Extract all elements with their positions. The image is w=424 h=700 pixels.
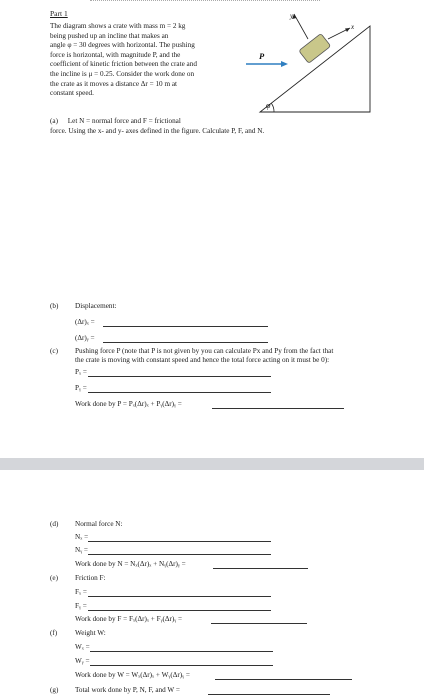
question-a-text2: force. Using the x- and y- axes defined in the figure. Calculate P, F, and N. xyxy=(50,126,265,135)
intro-line: angle φ = 30 degrees with horizontal. The pushing xyxy=(50,41,195,50)
x-axis-label: x xyxy=(351,23,355,31)
intro-line: force is horizontal, with magnitude P, and the xyxy=(50,50,181,59)
answer-line[interactable] xyxy=(88,610,271,611)
intro-line: constant speed. xyxy=(50,89,94,98)
wx-label: Wₓ = xyxy=(75,643,90,651)
question-a xyxy=(50,117,380,136)
question-f-label: (f) xyxy=(50,629,58,637)
question-c-label: (c) xyxy=(50,347,58,355)
answer-line[interactable] xyxy=(212,408,344,409)
answer-line[interactable] xyxy=(103,326,268,327)
py-label: Pᵧ = xyxy=(75,384,87,392)
ny-label: Nᵧ = xyxy=(75,546,88,554)
question-f-title: Weight W: xyxy=(75,629,106,637)
answer-line[interactable] xyxy=(88,376,271,377)
crate xyxy=(299,34,331,64)
wy-label: Wᵧ = xyxy=(75,657,90,665)
incline-diagram xyxy=(232,4,372,116)
work-n-label: Work done by N = Nₓ(Δr)ₓ + Nᵧ(Δr)ᵧ = xyxy=(75,560,186,568)
question-a-row1 xyxy=(50,117,380,127)
intro-line: the incline is μ = 0.25. Consider the work done on xyxy=(50,69,195,78)
work-w-label: Work done by W = Wₓ(Δr)ₓ + Wᵧ(Δr)ᵧ = xyxy=(75,671,190,679)
page-separator xyxy=(0,458,424,470)
intro-line: being pushed up an incline that makes an xyxy=(50,31,169,40)
answer-line[interactable] xyxy=(103,342,268,343)
y-axis-label: y xyxy=(290,12,294,20)
work-f-label: Work done by F = Fₓ(Δr)ₓ + Fᵧ(Δr)ᵧ = xyxy=(75,615,183,623)
answer-line[interactable] xyxy=(88,596,271,597)
intro-line: coefficient of kinetic friction between the crate and xyxy=(50,60,197,69)
p-label: P xyxy=(259,51,265,61)
question-g-label: (g) xyxy=(50,686,59,694)
answer-line[interactable] xyxy=(213,568,308,569)
question-e-label: (e) xyxy=(50,574,58,582)
nx-label: Nₓ = xyxy=(75,533,89,541)
answer-line[interactable] xyxy=(90,665,273,666)
intro-line: the crate as it moves a distance Δr = 10 m at xyxy=(50,79,178,88)
angle-arc xyxy=(272,104,275,113)
answer-line[interactable] xyxy=(88,541,271,542)
fx-label: Fₓ = xyxy=(75,588,87,596)
answer-line[interactable] xyxy=(211,623,307,624)
question-b-label: (b) xyxy=(50,302,59,310)
work-p-label: Work done by P = Pₓ(Δr)ₓ + Pᵧ(Δr)ᵧ = xyxy=(75,400,182,408)
question-c-text2: the crate is moving with constant speed and hence the total force acting on it must be 0): xyxy=(75,356,330,364)
top-cutoff-line xyxy=(90,0,320,3)
intro-line: The diagram shows a crate with mass m = 2 kg xyxy=(50,22,186,30)
answer-line[interactable] xyxy=(90,651,273,652)
question-e-title: Friction F: xyxy=(75,574,106,582)
part-title: Part 1 xyxy=(50,9,68,18)
question-g-title: Total work done by P, N, F, and W = xyxy=(75,686,180,694)
answer-line[interactable] xyxy=(88,554,271,555)
question-c-text1: Pushing force P (note that P is not given by you can calculate Px and Py from the fact that xyxy=(75,347,334,355)
question-b-title: Displacement: xyxy=(75,302,117,310)
question-a-text1: Let N = normal force and F = frictional xyxy=(67,117,181,125)
intro-paragraph xyxy=(50,22,230,99)
disp-x-label: (Δr)ₓ = xyxy=(75,318,95,326)
p-arrowhead xyxy=(281,61,288,67)
answer-line[interactable] xyxy=(88,392,271,393)
answer-line[interactable] xyxy=(208,694,330,695)
disp-y-label: (Δr)ᵧ = xyxy=(75,334,95,342)
px-label: Pₓ = xyxy=(75,368,87,376)
question-d-title: Normal force N: xyxy=(75,520,123,528)
answer-line[interactable] xyxy=(215,679,352,680)
question-a-label: (a) xyxy=(50,117,58,125)
fy-label: Fᵧ = xyxy=(75,602,87,610)
question-d-label: (d) xyxy=(50,520,59,528)
phi-label: φ xyxy=(266,101,271,110)
